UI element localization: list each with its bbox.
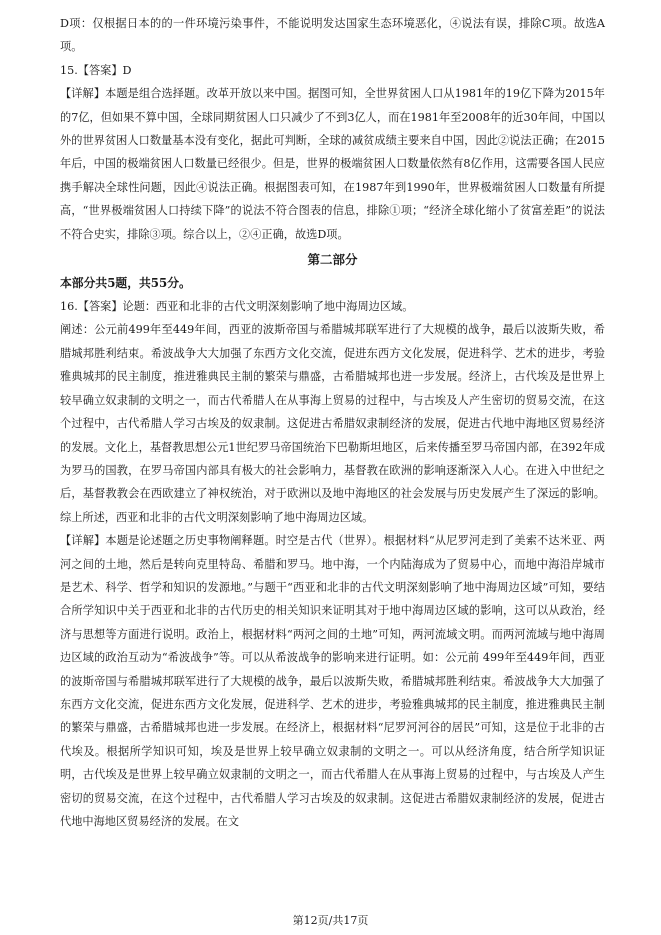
question-16-elaboration: 阐述：公元前499年至449年间，西亚的波斯帝国与希腊城邦联军进行了大规模的战争，最后以波斯失败，希腊城邦胜利结束。希波战争大大加强了东西方文化交流，促进东西方文化发展，促进科学、艺术的进步，考验雅典城邦的民主制度，推进雅典民主制的繁荣与鼎盛，古希腊城邦也进一步发展。经济上，古代埃及是世界上较早确立奴隶制的文明之一，而古代希腊人在从事海上贸易的过程中，与古埃及人产生密切的贸易交流，在这个过程中，古代希腊人学习古埃及的奴隶制。这促进古希腊奴隶制经济的发展，促进古代地中海地区贸易经济的发展。文化上，基督教思想公元1世纪罗马帝国统治下巴勒斯坦地区，后来传播至罗马帝国内部，在392年成为罗马的国教，在罗马帝国内部具有极大的社会影响力，基督教在欧洲的影响逐渐深入人心。在进入中世纪之后，基督教教会在西欧建立了神权统治，对于欧洲以及地中海地区的社会发展与历史发展产生了深远的影响。综上所述，西亚和北非的古代文明深刻影响了地中海周边区域。 (60, 323, 605, 524)
question-15-answer: 15.【答案】D (60, 63, 132, 77)
part-intro: 本部分共5题，共55分。 (60, 276, 191, 291)
question-15-detail: 【详解】本题是组合选择题。改革开放以来中国。据图可知，全世界贫困人口从1981年的19亿下降为2015年的7亿，但如果不算中国，全球同期贫困人口只减少了不到3亿人，而在1981年至2008年的近30年间，中国以外的世界贫困人口数量基本没有变化，据此可判断，全球的减贫成绩主要来自中国，因此②说法正确；在2015年后，中国的极端贫困人口数量已经很少。但是，世界的极端贫困人口数量依然有8亿作用，这需要各国人民应携手解决全球性问题，因此④说法正确。根据图表可知，在1987年到1990年，世界极端贫困人口数量有所提高，“世界极端贫困人口持续下降”的说法不符合图表的信息，排除①项；“经济全球化缩小了贫富差距”的说法不符合史实，排除③项。综合以上，②④正确，故选D项。 (60, 87, 605, 241)
question-16-detail: 【详解】本题是论述题之历史事物阐释题。时空是古代（世界）。根据材料“从尼罗河走到了美索不达米亚、两河之间的土地，然后是转向克里特岛、希腊和罗马。地中海，一个内陆海成为了贸易中心，而地中海沿岸城市是艺术、科学、哲学和知识的发源地。”与题干“西亚和北非的古代文明深刻影响了地中海周边区域”可知，要结合所学知识中关于西亚和北非的古代历史的相关知识来证明其对于地中海周边区域的影响，这可以从政治，经济与思想等方面进行说明。政治上，根据材料“两河之间的土地”可知，两河流域文明。而两河流域与地中海周边区域的政治互动为“希波战争”等。可以从希波战争的影响来进行证明。如：公元前 499年至449年间，西亚的波斯帝国与希腊城邦联军进行了大规模的战争，最后以波斯失败，希腊城邦胜利结束。希波战争大大加强了东西方文化交流，促进东西方文化发展，促进科学、艺术的进步，考验雅典城邦的民主制度，推进雅典民主制的繁荣与鼎盛，古希腊城邦也进一步发展。在经济上，根据材料“尼罗河河谷的居民”可知，这是位于北非的古代埃及。根据所学知识可知，埃及是世界上较早确立奴隶制的文明之一。可以从经济角度，结合所学知识证明，古代埃及是世界上较早确立奴隶制的文明之一，而古代希腊人在从事海上贸易的过程中，与古埃及人产生密切的贸易交流，在这个过程中，古代希腊人学习古埃及的奴隶制。这促进古希腊奴隶制经济的发展，促进古代地中海地区贸易经济的发展。在文 (60, 534, 605, 828)
section-title: 第二部分 (307, 252, 358, 268)
page-number-footer: 第12页/共17页 (292, 914, 369, 927)
question-16-answer: 16.【答案】论题：西亚和北非的古代文明深刻影响了地中海周边区域。 (60, 300, 414, 314)
paragraph-option-d-explanation: D项：仅根据日本的的一件环境污染事件，不能说明发达国家生态环境恶化，④说法有误，排除C项。故选A项。 (60, 17, 605, 54)
